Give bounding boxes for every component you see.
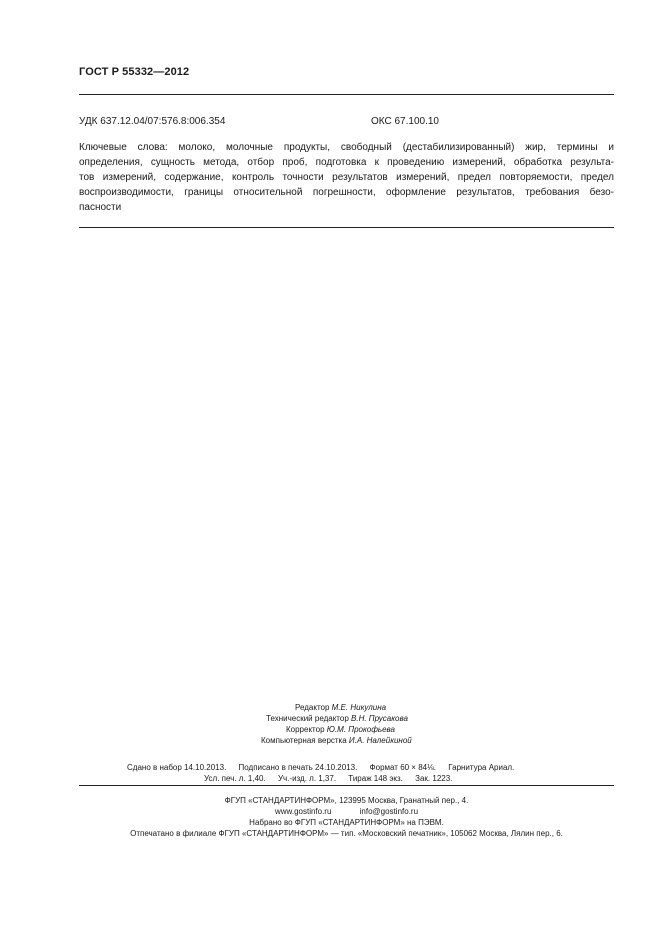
print-sheets: Усл. печ. л. 1,40.	[204, 774, 266, 783]
typeset-note: Набрано во ФГУП «СТАНДАРТИНФОРМ» на ПЭВМ.	[249, 818, 444, 827]
keywords-line: определения, сущность метода, отбор проб, подготовка к проведению измерений, обработка результа-	[79, 157, 614, 168]
submitted-date: Сдано в набор 14.10.2013.	[127, 763, 227, 772]
email-link[interactable]: info@gostinfo.ru	[359, 807, 419, 816]
circulation: Тираж 148 экз.	[348, 774, 403, 783]
udk-code: УДК 637.12.04/07:576.8:006.354	[79, 116, 226, 127]
keywords-divider	[79, 227, 614, 228]
keywords-line: воспроизводимости, границы относительной погрешности, оформление результатов, требования безо-	[79, 187, 614, 198]
layout-row	[240, 735, 450, 746]
publisher-address: ФГУП «СТАНДАРТИНФОРМ», 123995 Москва, Гранатный пер., 4.	[224, 796, 469, 805]
publication-row-1	[79, 762, 614, 773]
imprint-block	[79, 795, 614, 839]
keywords-line: тов измерений, содержание, контроль точности результатов измерений, предел повторяемости, предел	[79, 172, 614, 183]
oks-code: ОКС 67.100.10	[371, 116, 439, 127]
top-divider	[79, 94, 614, 95]
website-link[interactable]: www.gostinfo.ru	[274, 807, 332, 816]
corrector-row	[240, 724, 450, 735]
layout-name: И.А. Налейкиной	[348, 736, 412, 745]
corrector-name: Ю.М. Прокофьева	[326, 725, 395, 734]
staff-credits	[240, 702, 450, 746]
signed-date: Подписано в печать 24.10.2013.	[238, 763, 358, 772]
tech-editor-name: В.Н. Прусакова	[351, 714, 408, 723]
corrector-role: Корректор	[286, 725, 325, 734]
keywords-line: пасности	[79, 202, 122, 213]
editor-row	[240, 702, 450, 713]
layout-role: Компьютерная верстка	[261, 736, 347, 745]
editor-name: М.Е. Никулина	[331, 703, 387, 712]
keywords-line: Ключевые слова: молоко, молочные продукты, свободный (дестабилизированный) жир, термины и	[79, 142, 614, 153]
tech-editor-role: Технический редактор	[266, 714, 349, 723]
typeface: Гарнитура Ариал.	[448, 763, 515, 772]
publication-info	[79, 762, 614, 784]
editor-role: Редактор	[295, 703, 330, 712]
contacts-row	[79, 806, 614, 817]
imprint-divider	[79, 785, 614, 786]
order-number: Зак. 1223.	[415, 774, 453, 783]
printed-note: Отпечатано в филиале ФГУП «СТАНДАРТИНФОРМ» — тип. «Московский печатник», 105062 Москва, Лялин пер., 6.	[130, 829, 563, 838]
pub-sheets: Уч.-изд. л. 1,37.	[277, 774, 337, 783]
publication-row-2	[79, 773, 614, 784]
standard-number: ГОСТ Р 55332—2012	[79, 66, 190, 78]
keywords-paragraph	[79, 140, 614, 215]
paper-format: Формат 60 × 84⅛.	[369, 763, 436, 772]
tech-editor-row	[240, 713, 450, 724]
